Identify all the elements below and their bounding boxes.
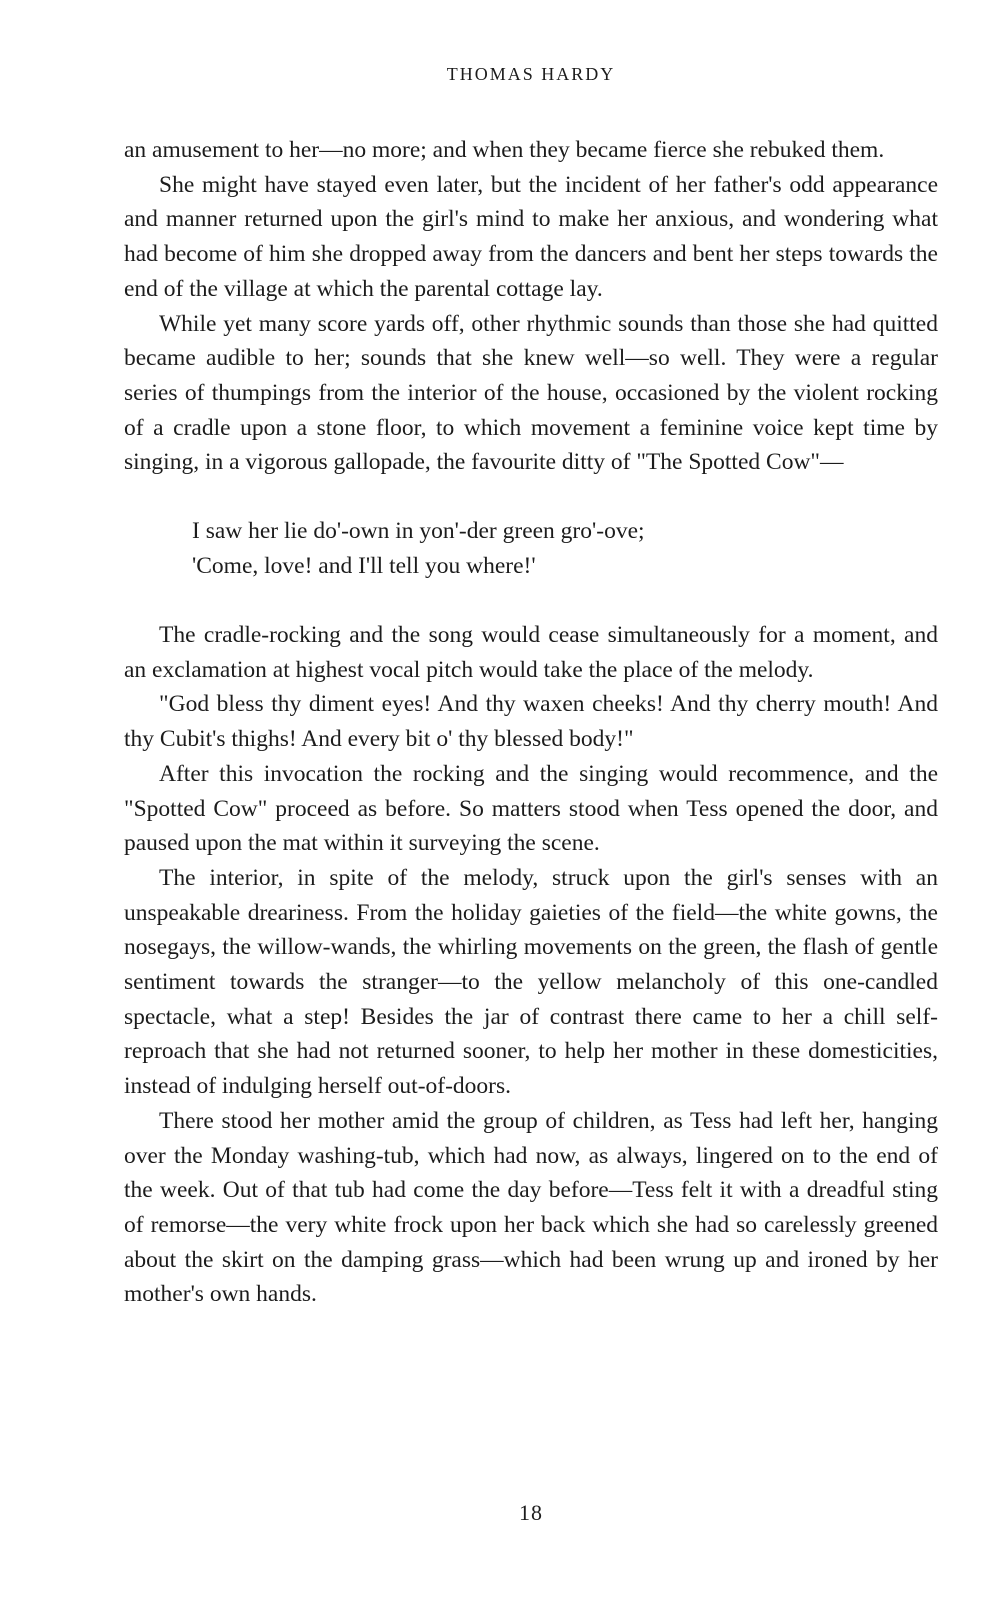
verse-line: 'Come, love! and I'll tell you where!' [192, 553, 536, 580]
body-text [124, 133, 938, 1312]
paragraph: "God bless thy diment eyes! And thy waxen cheeks! And thy cherry mouth! And thy Cubit's thighs! And every bit o' thy blessed body!" [124, 691, 938, 753]
paragraph: She might have stayed even later, but the incident of her father's odd appearance and manner returned upon the girl's mind to make her anxious, and wondering what had become of him she dropped away from the dancers and bent her steps towards the end of the village at which the parental cottage lay. [124, 171, 938, 302]
song-verse [192, 514, 938, 584]
paragraph: There stood her mother amid the group of children, as Tess had left her, hanging over the Monday washing-tub, which had now, as always, lingered on to the end of the week. Out of that tub had come the day before—Tess felt it with a dreadful sting of remorse—the very white frock upon her back which she had so carelessly greened about the skirt on the damping grass—which had been wrung up and ironed by her mother's own hands. [124, 1107, 938, 1308]
paragraph: The interior, in spite of the melody, struck upon the girl's senses with an unspeakable dreariness. From the holiday gaieties of the field—the white gowns, the nosegays, the willow-wands, the whirling movements on the green, the flash of gentle sentiment towards the stranger—to the yellow melancholy of this one-candled spectacle, what a step! Besides the jar of contrast there came to her a chill self-reproach that she had not returned sooner, to help her mother in these domesticities, instead of indulging herself out-of-doors. [124, 864, 938, 1100]
running-head: THOMAS HARDY [446, 64, 616, 84]
page-number: 18 [519, 1500, 543, 1525]
paragraph-continued: an amusement to her—no more; and when they became fierce she rebuked them. [124, 137, 885, 163]
verse-line: I saw her lie do'-own in yon'-der green gro'-ove; [192, 518, 645, 545]
paragraph: The cradle-rocking and the song would cease simultaneously for a moment, and an exclamation at highest vocal pitch would take the place of the melody. [124, 622, 938, 683]
paragraph: After this invocation the rocking and the singing would recommence, and the "Spotted Cow" proceed as before. So matters stood when Tess opened the door, and paused upon the mat within it surveying the scene. [124, 760, 938, 857]
paragraph: While yet many score yards off, other rhythmic sounds than those she had quitted became audible to her; sounds that she knew well—so well. They were a regular series of thumpings from the interior of the house, occasioned by the violent rocking of a cradle upon a stone floor, to which movement a feminine voice kept time by singing, in a vigorous gallopade, the favourite ditty of "The Spotted Cow"— [124, 310, 938, 476]
book-page [124, 0, 938, 1616]
